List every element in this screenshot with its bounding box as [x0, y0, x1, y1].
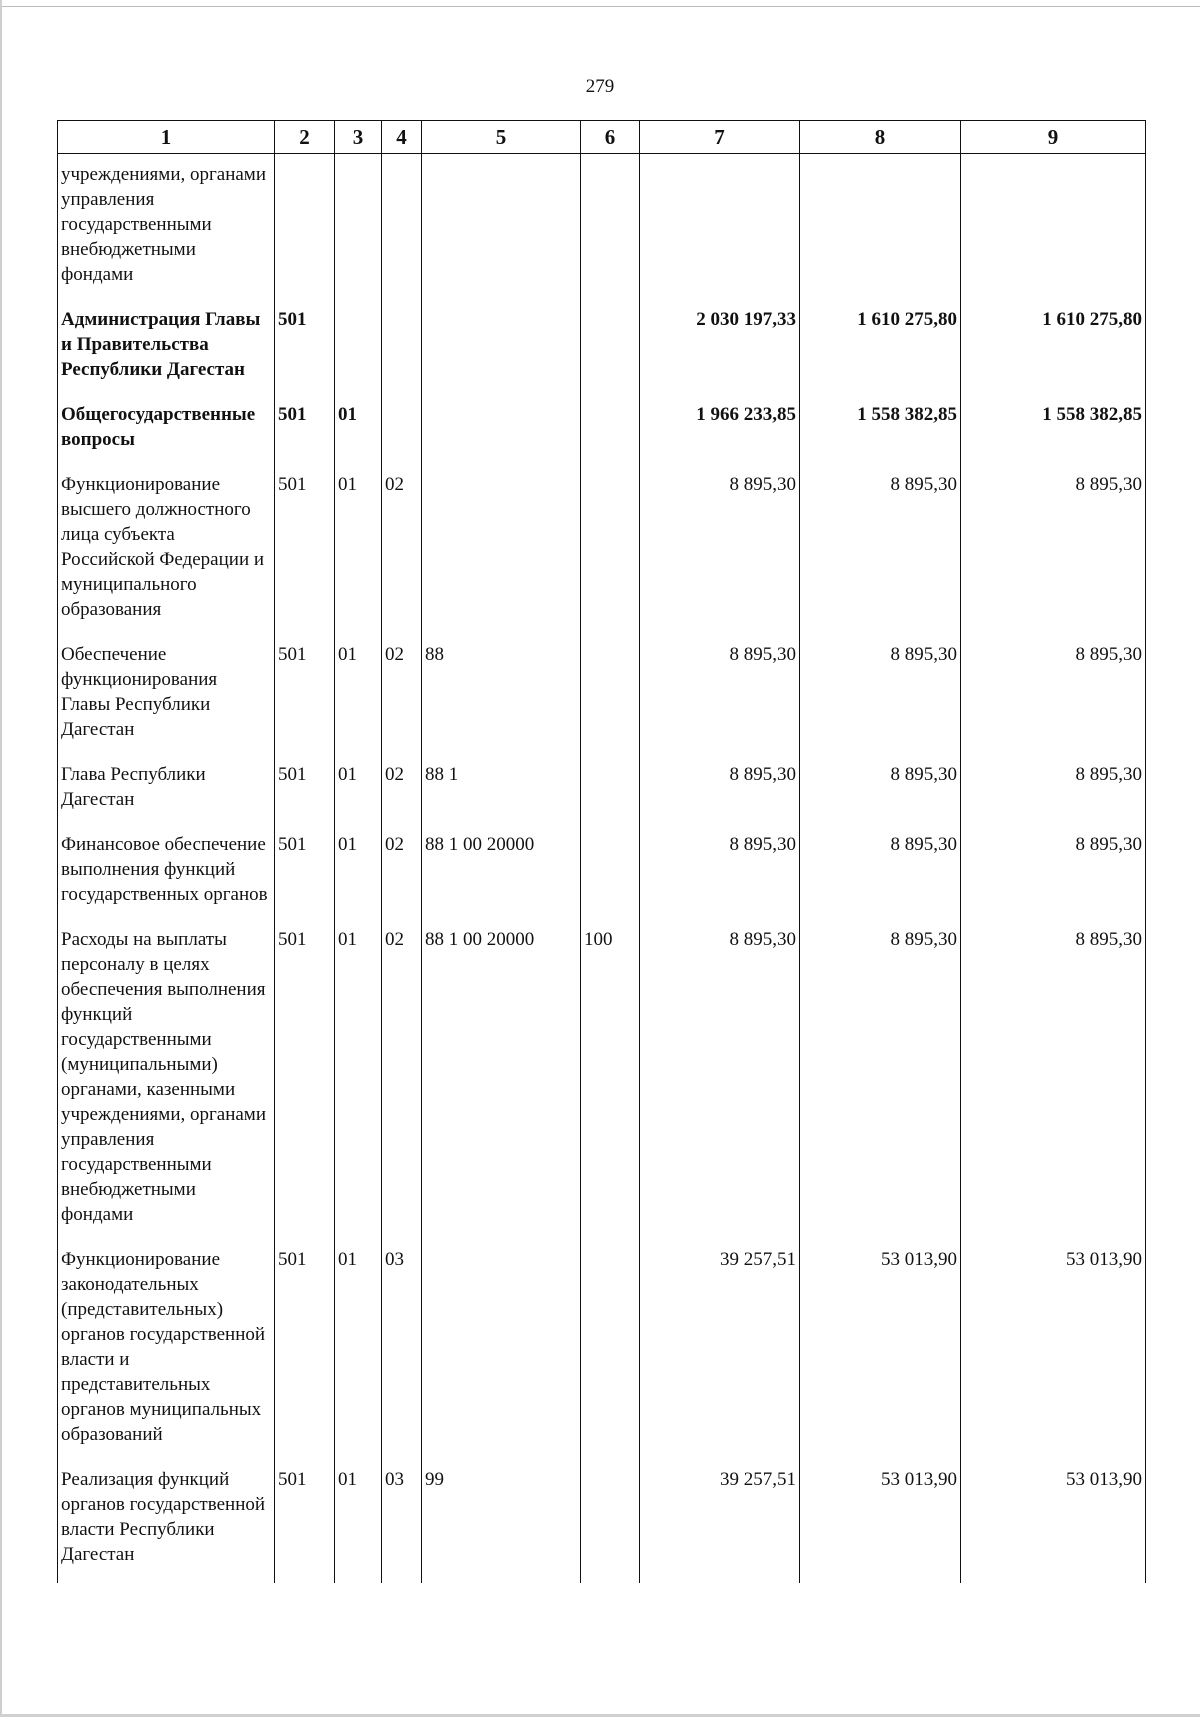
cell-col3: 01	[335, 762, 382, 832]
cell-col5	[422, 1247, 581, 1467]
cell-col6	[581, 832, 640, 927]
table-row	[58, 1247, 1146, 1467]
cell-col9: 8 895,30	[961, 832, 1146, 927]
column-header-9: 9	[961, 121, 1146, 154]
cell-col8: 1 558 382,85	[800, 402, 961, 472]
cell-col5	[422, 154, 581, 308]
cell-col9: 8 895,30	[961, 762, 1146, 832]
table-row	[58, 832, 1146, 927]
cell-col9: 1 558 382,85	[961, 402, 1146, 472]
cell-col6	[581, 472, 640, 642]
cell-col2: 501	[275, 472, 335, 642]
cell-col2: 501	[275, 927, 335, 1247]
budget-table-container	[57, 120, 1145, 1583]
row-name: Функционирование законодательных (представительных) органов государственной власти и представительных органов муниципальных образований	[58, 1247, 275, 1467]
cell-col3: 01	[335, 1247, 382, 1467]
cell-col4: 02	[382, 472, 422, 642]
cell-col8: 8 895,30	[800, 472, 961, 642]
cell-col9	[961, 154, 1146, 308]
cell-col5: 88 1 00 20000	[422, 927, 581, 1247]
cell-col9: 1 610 275,80	[961, 307, 1146, 402]
cell-col6	[581, 307, 640, 402]
row-name: Обеспечение функционирования Главы Республики Дагестан	[58, 642, 275, 762]
cell-col6	[581, 762, 640, 832]
cell-col2: 501	[275, 642, 335, 762]
cell-col8: 8 895,30	[800, 927, 961, 1247]
row-name: Глава Республики Дагестан	[58, 762, 275, 832]
cell-col2: 501	[275, 307, 335, 402]
column-header-7: 7	[640, 121, 800, 154]
row-name: Финансовое обеспечение выполнения функций государственных органов	[58, 832, 275, 927]
cell-col6: 100	[581, 927, 640, 1247]
cell-col7: 39 257,51	[640, 1247, 800, 1467]
row-name: Реализация функций органов государственной власти Республики Дагестан	[58, 1467, 275, 1583]
cell-col8: 1 610 275,80	[800, 307, 961, 402]
page-number: 279	[585, 76, 615, 97]
cell-col3: 01	[335, 1467, 382, 1583]
table-row	[58, 1467, 1146, 1583]
cell-col9: 8 895,30	[961, 642, 1146, 762]
cell-col9: 8 895,30	[961, 927, 1146, 1247]
cell-col2: 501	[275, 402, 335, 472]
table-row	[58, 927, 1146, 1247]
cell-col5: 88	[422, 642, 581, 762]
table-row	[58, 307, 1146, 402]
cell-col7: 8 895,30	[640, 762, 800, 832]
cell-col4: 02	[382, 762, 422, 832]
cell-col7	[640, 154, 800, 308]
row-name: Функционирование высшего должностного лица субъекта Российской Федерации и муниципального образования	[58, 472, 275, 642]
cell-col5: 88 1	[422, 762, 581, 832]
cell-col4: 03	[382, 1247, 422, 1467]
cell-col3: 01	[335, 927, 382, 1247]
cell-col6	[581, 402, 640, 472]
budget-table	[57, 120, 1146, 1583]
cell-col5: 99	[422, 1467, 581, 1583]
table-row	[58, 762, 1146, 832]
cell-col7: 8 895,30	[640, 832, 800, 927]
column-header-5: 5	[422, 121, 581, 154]
row-name: учреждениями, органами управления государственными внебюджетными фондами	[58, 154, 275, 308]
cell-col7: 8 895,30	[640, 927, 800, 1247]
cell-col3: 01	[335, 402, 382, 472]
column-header-3: 3	[335, 121, 382, 154]
cell-col2	[275, 154, 335, 308]
table-row	[58, 472, 1146, 642]
cell-col7: 8 895,30	[640, 472, 800, 642]
cell-col6	[581, 642, 640, 762]
cell-col3: 01	[335, 472, 382, 642]
cell-col6	[581, 1247, 640, 1467]
cell-col2: 501	[275, 1247, 335, 1467]
cell-col9: 53 013,90	[961, 1467, 1146, 1583]
cell-col4: 03	[382, 1467, 422, 1583]
cell-col4	[382, 402, 422, 472]
cell-col3	[335, 154, 382, 308]
table-row	[58, 154, 1146, 308]
cell-col5: 88 1 00 20000	[422, 832, 581, 927]
cell-col4: 02	[382, 927, 422, 1247]
cell-col8: 8 895,30	[800, 832, 961, 927]
cell-col6	[581, 1467, 640, 1583]
cell-col9: 53 013,90	[961, 1247, 1146, 1467]
scan-edge-top	[0, 0, 1200, 7]
cell-col7: 39 257,51	[640, 1467, 800, 1583]
cell-col7: 8 895,30	[640, 642, 800, 762]
cell-col4	[382, 307, 422, 402]
table-row	[58, 642, 1146, 762]
cell-col7: 1 966 233,85	[640, 402, 800, 472]
cell-col5	[422, 307, 581, 402]
cell-col5	[422, 402, 581, 472]
column-header-4: 4	[382, 121, 422, 154]
cell-col5	[422, 472, 581, 642]
cell-col4: 02	[382, 642, 422, 762]
cell-col8: 8 895,30	[800, 642, 961, 762]
row-name: Общегосударственные вопросы	[58, 402, 275, 472]
scan-edge-left	[0, 0, 2, 1717]
cell-col8: 8 895,30	[800, 762, 961, 832]
column-header-1: 1	[58, 121, 275, 154]
row-name: Расходы на выплаты персоналу в целях обеспечения выполнения функций государственными (муниципальными) органами, казенными учреждениями, органами управления государственными внебюджетными фондами	[58, 927, 275, 1247]
table-row	[58, 402, 1146, 472]
cell-col2: 501	[275, 762, 335, 832]
cell-col2: 501	[275, 832, 335, 927]
cell-col6	[581, 154, 640, 308]
cell-col8: 53 013,90	[800, 1467, 961, 1583]
cell-col3: 01	[335, 832, 382, 927]
cell-col8	[800, 154, 961, 308]
column-header-2: 2	[275, 121, 335, 154]
column-header-6: 6	[581, 121, 640, 154]
column-header-8: 8	[800, 121, 961, 154]
header-row	[58, 121, 1146, 154]
cell-col9: 8 895,30	[961, 472, 1146, 642]
cell-col3: 01	[335, 642, 382, 762]
cell-col4: 02	[382, 832, 422, 927]
cell-col7: 2 030 197,33	[640, 307, 800, 402]
cell-col8: 53 013,90	[800, 1247, 961, 1467]
cell-col4	[382, 154, 422, 308]
cell-col3	[335, 307, 382, 402]
row-name: Администрация Главы и Правительства Республики Дагестан	[58, 307, 275, 402]
cell-col2: 501	[275, 1467, 335, 1583]
